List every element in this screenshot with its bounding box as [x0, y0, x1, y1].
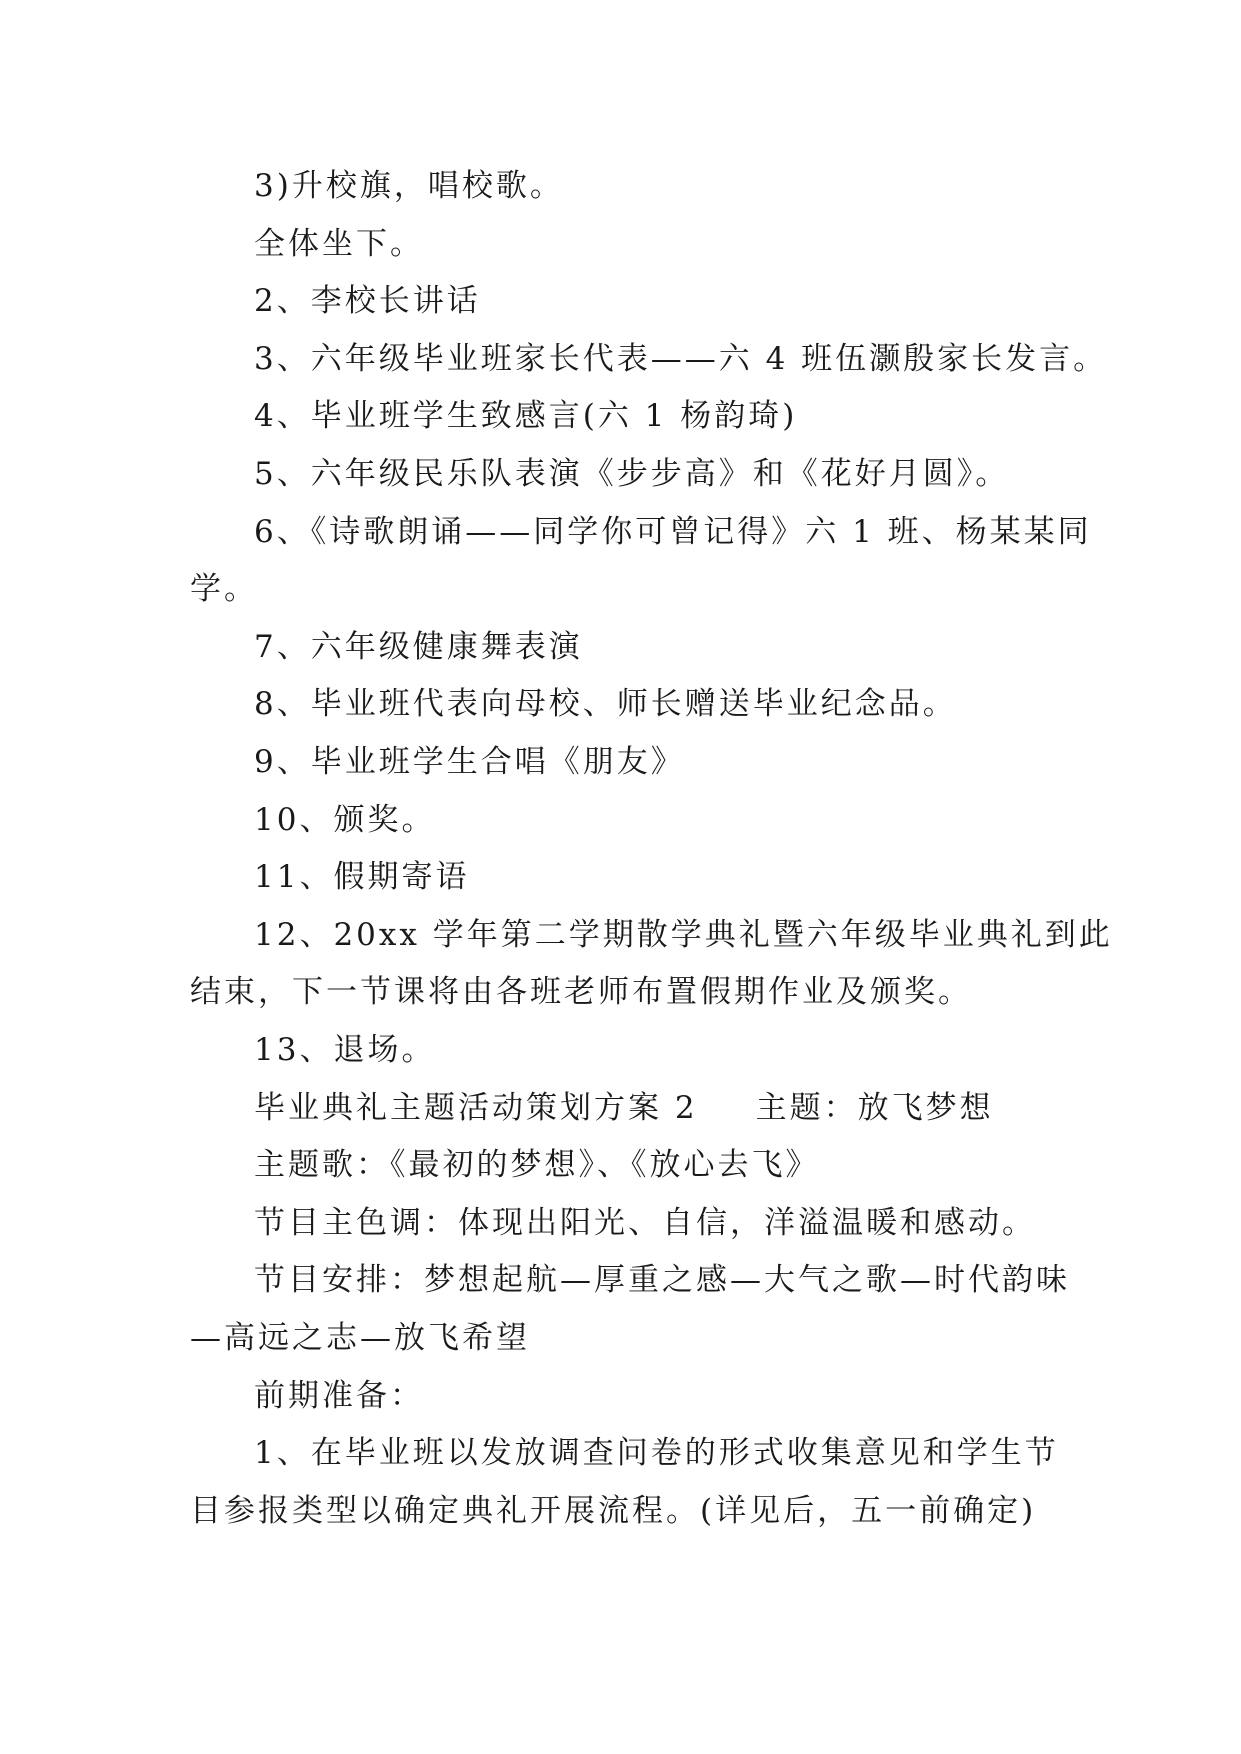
text-line: 前期准备：: [254, 1378, 424, 1414]
text-line: 3)升校旗，唱校歌。: [254, 168, 564, 204]
text-line: 5、六年级民乐队表演《步步高》和《花好月圆》。: [254, 456, 1010, 492]
section-title: 毕业典礼主题活动策划方案 2: [254, 1090, 698, 1126]
text-line: 目参报类型以确定典礼开展流程。(详见后，五一前确定): [190, 1493, 1037, 1529]
text-line: 节目安排：梦想起航—厚重之感—大气之歌—时代韵味: [254, 1262, 1070, 1298]
text-line: 12、20xx 学年第二学期散学典礼暨六年级毕业典礼到此: [254, 917, 1113, 953]
text-line: 全体坐下。: [254, 226, 424, 262]
text-line: 结束，下一节课将由各班老师布置假期作业及颁奖。: [190, 974, 972, 1010]
theme-text: 主题：放飞梦想: [755, 1090, 994, 1126]
text-line: 4、毕业班学生致感言(六 1 杨韵琦): [254, 398, 798, 434]
text-line: 学。: [190, 571, 258, 607]
text-line: 1、在毕业班以发放调查问卷的形式收集意见和学生节: [254, 1435, 1059, 1471]
text-line: 节目主色调：体现出阳光、自信，洋溢温暖和感动。: [254, 1205, 1036, 1241]
text-line: 11、假期寄语: [254, 859, 470, 895]
text-line: —高远之志—放飞希望: [190, 1320, 530, 1356]
text-line: 9、毕业班学生合唱《朋友》: [254, 744, 685, 780]
text-line: 8、毕业班代表向母校、师长赠送毕业纪念品。: [254, 686, 957, 722]
text-line: 2、李校长讲话: [254, 283, 481, 319]
text-line: 6、《诗歌朗诵——同学你可曾记得》六 1 班、杨某某同: [254, 514, 1092, 550]
text-line: 3、六年级毕业班家长代表——六 4 班伍灏殷家长发言。: [254, 341, 1108, 377]
text-line: 13、退场。: [254, 1032, 436, 1068]
text-line: 10、颁奖。: [254, 802, 436, 838]
text-line: 主题歌：《最初的梦想》、《放心去飞》: [254, 1147, 820, 1183]
text-line: 7、六年级健康舞表演: [254, 629, 583, 665]
text-line: [190, 1088, 1070, 1128]
